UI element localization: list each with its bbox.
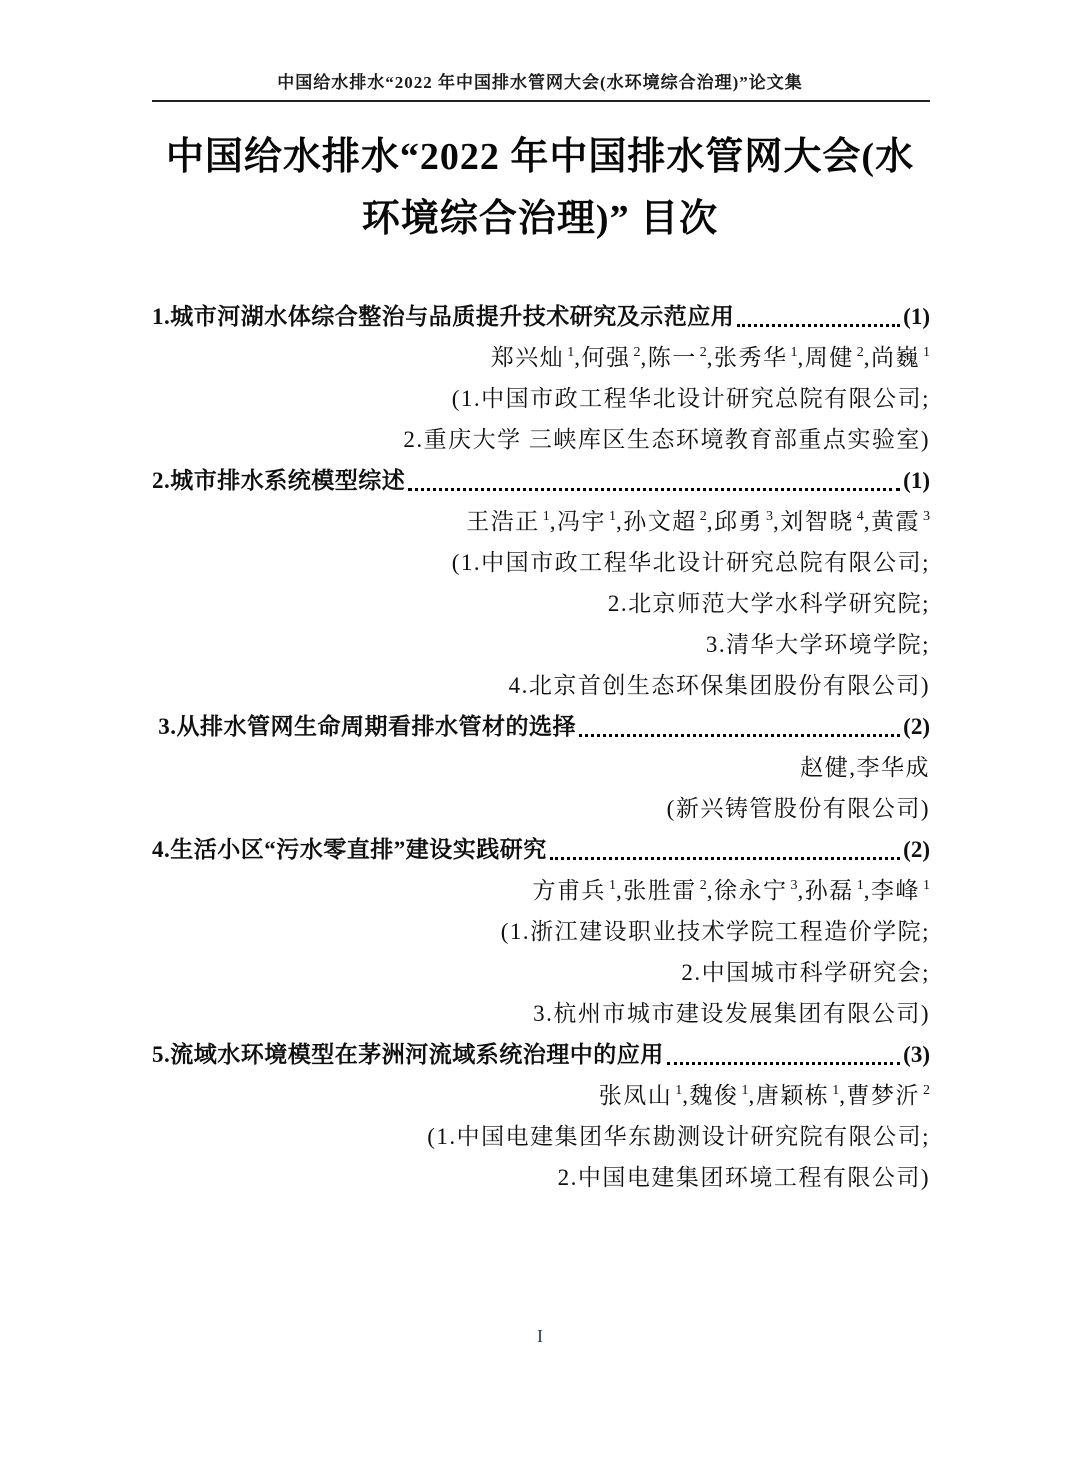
author-superscript: 2 bbox=[633, 345, 641, 361]
author-superscript: 1 bbox=[609, 509, 616, 525]
author-superscript: 1 bbox=[832, 1083, 840, 1099]
toc-entry-authors: 张凤山 $^1$,魏俊 $^1$,唐颖栋 $^1$,曹梦沂 $^2$ bbox=[598, 1083, 930, 1108]
dot-leader bbox=[405, 460, 903, 501]
author-name: 黄霞 bbox=[871, 509, 920, 534]
toc-entry-title-row bbox=[152, 829, 930, 870]
toc-entry-page-number: (1) bbox=[903, 304, 930, 329]
toc-entry-title-row bbox=[152, 460, 930, 501]
toc-entry-page-number: (2) bbox=[903, 837, 930, 862]
toc-entry-title-row bbox=[152, 296, 930, 337]
toc-entry-title-row bbox=[152, 706, 930, 747]
affiliation-line: (新兴铸管股份有限公司) bbox=[666, 796, 930, 821]
author-name: 唐颖栋 bbox=[755, 1083, 830, 1108]
author-superscript: 3 bbox=[923, 509, 930, 525]
affiliation-line: 2.重庆大学 三峡库区生态环境教育部重点实验室) bbox=[403, 427, 930, 452]
toc-entry bbox=[152, 829, 930, 1034]
author-name: 郑兴灿 bbox=[490, 345, 565, 370]
author-superscript: 1 bbox=[675, 1083, 683, 1099]
author-superscript: 2 bbox=[699, 509, 707, 525]
author-superscript: 1 bbox=[923, 878, 930, 894]
toc-entry-title: 2.城市排水系统模型综述 bbox=[152, 468, 406, 493]
page-number-footer: I bbox=[537, 1326, 543, 1346]
toc-entry bbox=[152, 706, 930, 829]
toc-entry-authors: 王浩正 $^1$,冯宇 $^1$,孙文超 $^2$,邱勇 $^3$,刘智晓 $^4$,黄霞 $^3$ bbox=[466, 509, 930, 534]
author-name: 魏俊 bbox=[689, 1083, 739, 1108]
author-name: 尚巍 bbox=[871, 345, 920, 370]
toc-entry-affiliations bbox=[152, 542, 930, 706]
toc-entry-title: 1.城市河湖水体综合整治与品质提升技术研究及示范应用 bbox=[152, 304, 735, 329]
author-superscript: 1 bbox=[790, 345, 798, 361]
dot-leader bbox=[664, 1034, 903, 1075]
author-name: 赵健 bbox=[800, 755, 850, 780]
author-superscript: 2 bbox=[923, 1083, 930, 1099]
author-superscript: 4 bbox=[856, 509, 864, 525]
author-name: 方甫兵 bbox=[532, 878, 606, 903]
author-superscript: 3 bbox=[790, 878, 798, 894]
author-name: 李华成 bbox=[856, 755, 930, 780]
dot-leader bbox=[734, 296, 903, 337]
document-title bbox=[110, 126, 970, 250]
author-name: 冯宇 bbox=[557, 509, 606, 534]
affiliation-line: (1.中国市政工程华北设计研究总院有限公司; bbox=[451, 386, 930, 411]
author-superscript: 2 bbox=[856, 345, 864, 361]
toc-entry-page-number: (2) bbox=[903, 714, 930, 739]
dot-leader bbox=[547, 829, 903, 870]
toc-entry bbox=[152, 460, 930, 706]
author-superscript: 3 bbox=[766, 509, 773, 525]
author-superscript: 1 bbox=[567, 345, 575, 361]
toc-entry-authors: 方甫兵 $^1$,张胜雷 $^2$,徐永宁 $^3$,孙磊 $^1$,李峰 $^1$ bbox=[532, 878, 930, 903]
author-name: 孙文超 bbox=[623, 509, 697, 534]
author-superscript: 2 bbox=[699, 345, 707, 361]
running-header: 中国给水排水“2022 年中国排水管网大会(水环境综合治理)”论文集 bbox=[277, 73, 803, 92]
author-name: 张凤山 bbox=[598, 1083, 673, 1108]
toc-list bbox=[152, 296, 930, 1198]
toc-entry-affiliations bbox=[152, 788, 930, 829]
affiliation-line: 2.北京师范大学水科学研究院; bbox=[607, 591, 930, 616]
toc-entry-title: 4.生活小区“污水零直排”建设实践研究 bbox=[152, 837, 547, 862]
toc-entry-title: 3.从排水管网生命周期看排水管材的选择 bbox=[152, 714, 576, 739]
author-name: 曹梦沂 bbox=[846, 1083, 920, 1108]
toc-entry bbox=[152, 1034, 930, 1198]
author-name: 张胜雷 bbox=[623, 878, 697, 903]
toc-entry-page-number: (3) bbox=[903, 1042, 930, 1067]
header-divider-rule bbox=[152, 100, 930, 102]
author-name: 陈一 bbox=[647, 345, 697, 370]
author-name: 刘智晓 bbox=[780, 509, 854, 534]
toc-entry-authors: 赵健,李华成 bbox=[800, 755, 930, 780]
toc-entry-affiliations bbox=[152, 378, 930, 460]
author-superscript: 1 bbox=[542, 509, 550, 525]
author-name: 孙磊 bbox=[804, 878, 854, 903]
dot-leader bbox=[576, 706, 903, 747]
author-superscript: 1 bbox=[923, 345, 930, 361]
affiliation-line: 2.中国城市科学研究会; bbox=[681, 960, 930, 985]
author-superscript: 1 bbox=[609, 878, 616, 894]
affiliation-line: 3.杭州市城市建设发展集团有限公司) bbox=[533, 1001, 930, 1026]
affiliation-line: (1.中国电建集团华东勘测设计研究院有限公司; bbox=[427, 1124, 930, 1149]
document-title-line2: 环境综合治理)” 目次 bbox=[361, 198, 719, 240]
toc-entry-title-row bbox=[152, 1034, 930, 1075]
author-superscript: 2 bbox=[699, 878, 707, 894]
document-title-line1: 中国给水排水“2022 年中国排水管网大会(水 bbox=[165, 136, 915, 178]
affiliation-line: 4.北京首创生态环保集团股份有限公司) bbox=[508, 673, 930, 698]
toc-entry-affiliations bbox=[152, 911, 930, 1034]
affiliation-line: (1.浙江建设职业技术学院工程造价学院; bbox=[500, 919, 930, 944]
author-name: 周健 bbox=[804, 345, 854, 370]
toc-entry-authors: 郑兴灿 $^1$,何强 $^2$,陈一 $^2$,张秀华 $^1$,周健 $^2$,尚巍 $^1$ bbox=[490, 345, 930, 370]
affiliation-line: 3.清华大学环境学院; bbox=[705, 632, 930, 657]
toc-entry bbox=[152, 296, 930, 460]
author-name: 李峰 bbox=[871, 878, 920, 903]
toc-entry-title: 5.流域水环境模型在茅洲河流域系统治理中的应用 bbox=[152, 1042, 664, 1067]
toc-entry-page-number: (1) bbox=[903, 468, 930, 493]
affiliation-line: 2.中国电建集团环境工程有限公司) bbox=[557, 1165, 930, 1190]
author-superscript: 1 bbox=[741, 1083, 749, 1099]
author-superscript: 1 bbox=[856, 878, 864, 894]
author-name: 张秀华 bbox=[714, 345, 788, 370]
affiliation-line: (1.中国市政工程华北设计研究总院有限公司; bbox=[451, 550, 930, 575]
author-name: 何强 bbox=[581, 345, 631, 370]
author-name: 徐永宁 bbox=[714, 878, 788, 903]
author-name: 王浩正 bbox=[466, 509, 540, 534]
author-name: 邱勇 bbox=[714, 509, 763, 534]
toc-entry-affiliations bbox=[152, 1116, 930, 1198]
